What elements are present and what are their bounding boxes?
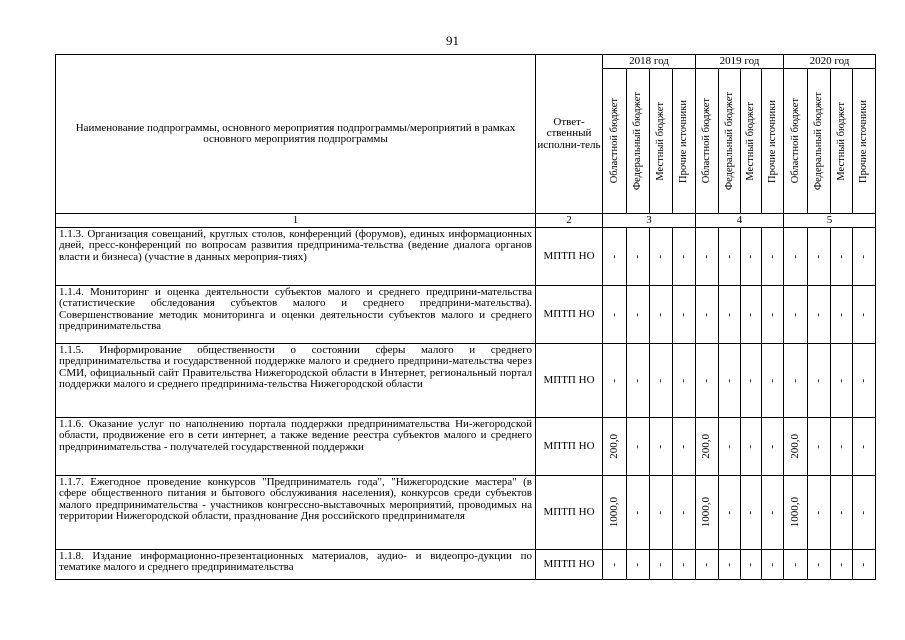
- column-number: 4: [696, 214, 784, 228]
- budget-value-cell: [784, 286, 808, 344]
- column-number: 3: [603, 214, 696, 228]
- budget-value-cell: [696, 550, 719, 580]
- budget-column-label: Прочие источники: [678, 99, 690, 183]
- budget-value-cell: [603, 228, 627, 286]
- budget-value: -: [857, 312, 870, 317]
- budget-value-cell: [741, 418, 762, 476]
- budget-column-header: [741, 69, 762, 214]
- budget-value: -: [744, 378, 757, 383]
- budget-value-cell: [627, 418, 650, 476]
- header-year: 2019 год: [696, 55, 784, 69]
- budget-value-cell: [650, 344, 673, 418]
- budget-value: -: [744, 562, 757, 567]
- budget-value: -: [677, 510, 690, 515]
- budget-value-cell: [762, 476, 784, 550]
- budget-value: -: [788, 562, 801, 567]
- budget-value: -: [607, 562, 620, 567]
- budget-value: -: [744, 312, 757, 317]
- activity-description: 1.1.8. Издание информационно-презентационных материалов, аудио- и видеопро-дукции по тематике малого и среднего предпринимательства: [56, 550, 536, 580]
- budget-value: -: [631, 254, 644, 259]
- budget-value-cell: [808, 476, 831, 550]
- budget-value: -: [677, 378, 690, 383]
- budget-value-cell: [853, 550, 876, 580]
- responsible-executor: МПТП НО: [536, 344, 603, 418]
- header-year: 2020 год: [784, 55, 876, 69]
- budget-value: -: [812, 378, 825, 383]
- budget-value-cell: [673, 286, 696, 344]
- budget-value: -: [812, 510, 825, 515]
- budget-column-header: [831, 69, 853, 214]
- budget-value-cell: [650, 228, 673, 286]
- budget-value: -: [834, 510, 847, 515]
- budget-value: -: [834, 562, 847, 567]
- header-year: 2018 год: [603, 55, 696, 69]
- budget-value: -: [631, 312, 644, 317]
- budget-value: 200,0: [700, 434, 713, 459]
- budget-value: -: [677, 312, 690, 317]
- budget-value: 200,0: [788, 434, 801, 459]
- budget-value: -: [744, 510, 757, 515]
- budget-value: -: [631, 378, 644, 383]
- table-row: [56, 476, 876, 550]
- budget-column-label: Прочие источники: [858, 99, 870, 183]
- table-row: [56, 550, 876, 580]
- budget-value: -: [788, 378, 801, 383]
- budget-value-cell: [650, 476, 673, 550]
- budget-value-cell: [603, 286, 627, 344]
- budget-value-cell: [853, 228, 876, 286]
- budget-value-cell: [853, 344, 876, 418]
- budget-value: -: [677, 444, 690, 449]
- budget-value: -: [722, 444, 735, 449]
- table-row: [56, 286, 876, 344]
- activity-description: 1.1.7. Ежегодное проведение конкурсов "Предприниматель года", "Нижегородские мастера" (в сфере общественного питания и бытового обслуживания населения), конкурсов среди субъектов малого предпринимательства - участников конгрессно-выставочных мероприятий, проводимых на территории Нижегородской области, празднование Дня российского предпринимателя: [56, 476, 536, 550]
- budget-value-cell: [741, 286, 762, 344]
- budget-value-cell: [719, 476, 741, 550]
- budget-column-header: [853, 69, 876, 214]
- budget-value-cell: [696, 344, 719, 418]
- budget-value-cell: [627, 344, 650, 418]
- budget-value-cell: [762, 418, 784, 476]
- budget-value: 200,0: [607, 434, 620, 459]
- responsible-executor: МПТП НО: [536, 550, 603, 580]
- budget-value-cell: [650, 418, 673, 476]
- budget-value-cell: [719, 286, 741, 344]
- budget-value-cell: [808, 228, 831, 286]
- budget-value-cell: [831, 286, 853, 344]
- budget-column-header: [627, 69, 650, 214]
- responsible-executor: МПТП НО: [536, 228, 603, 286]
- budget-value-cell: [808, 286, 831, 344]
- budget-value-cell: [719, 344, 741, 418]
- budget-value: -: [677, 254, 690, 259]
- budget-value-cell: [784, 228, 808, 286]
- column-number: 2: [536, 214, 603, 228]
- activity-description: 1.1.4. Мониторинг и оценка деятельности субъектов малого и среднего предприни-мательства (статистические обследования субъектов малого и среднего предприни-мательства). Совершенствование методик мониторинга и оценки деятельности субъектов малого и среднего предпринимательства: [56, 286, 536, 344]
- budget-value-cell: [741, 550, 762, 580]
- budget-value: -: [765, 312, 778, 317]
- budget-column-label: Местный бюджет: [655, 101, 667, 181]
- budget-value-cell: [719, 418, 741, 476]
- budget-value-cell: [673, 228, 696, 286]
- budget-value: -: [834, 444, 847, 449]
- budget-value: -: [834, 254, 847, 259]
- table-row: [56, 344, 876, 418]
- budget-value: -: [677, 562, 690, 567]
- header-responsible-column: Ответ-ственный исполни-тель: [536, 55, 603, 214]
- column-number: 1: [56, 214, 536, 228]
- responsible-executor: МПТП НО: [536, 418, 603, 476]
- budget-value-cell: [762, 228, 784, 286]
- budget-value-cell: [784, 476, 808, 550]
- table-row: [56, 228, 876, 286]
- budget-value-cell: [696, 418, 719, 476]
- budget-value: -: [631, 444, 644, 449]
- budget-column-label: Прочие источники: [766, 99, 778, 183]
- budget-value-cell: [784, 344, 808, 418]
- column-number: 5: [784, 214, 876, 228]
- budget-value-cell: [627, 550, 650, 580]
- budget-value: -: [765, 562, 778, 567]
- budget-value-cell: [784, 550, 808, 580]
- budget-value-cell: [627, 228, 650, 286]
- budget-value: -: [765, 378, 778, 383]
- budget-column-header: [808, 69, 831, 214]
- activity-description: 1.1.3. Организация совещаний, круглых столов, конференций (форумов), единых информационных дней, пресс-конференций по вопросам развития предпринима-тельства (ведение диалога органов власти и бизнеса) (участие в данных мероприя-тиях): [56, 228, 536, 286]
- budget-column-header: [650, 69, 673, 214]
- budget-value: -: [788, 312, 801, 317]
- budget-value: 1000,0: [788, 497, 801, 528]
- budget-value: -: [812, 444, 825, 449]
- budget-column-header: [696, 69, 719, 214]
- budget-value-cell: [696, 228, 719, 286]
- budget-value-cell: [762, 344, 784, 418]
- budget-value: -: [765, 510, 778, 515]
- budget-column-label: Областной бюджет: [608, 98, 620, 184]
- budget-column-header: [719, 69, 741, 214]
- budget-column-label: Областной бюджет: [789, 98, 801, 184]
- budget-value: -: [722, 312, 735, 317]
- budget-value-cell: [741, 228, 762, 286]
- budget-value: -: [744, 254, 757, 259]
- budget-value: -: [654, 562, 667, 567]
- budget-value-cell: [853, 286, 876, 344]
- budget-column-label: Федеральный бюджет: [723, 91, 735, 191]
- budget-value: -: [857, 510, 870, 515]
- budget-column-label: Местный бюджет: [835, 101, 847, 181]
- budget-column-header: [603, 69, 627, 214]
- budget-value: -: [812, 312, 825, 317]
- budget-value: -: [857, 444, 870, 449]
- budget-value-cell: [603, 344, 627, 418]
- page-number: 91: [446, 33, 459, 48]
- budget-value: -: [765, 254, 778, 259]
- budget-value-cell: [831, 418, 853, 476]
- budget-value-cell: [627, 476, 650, 550]
- budget-value-cell: [741, 344, 762, 418]
- budget-value: -: [654, 378, 667, 383]
- budget-value: -: [654, 444, 667, 449]
- responsible-executor: МПТП НО: [536, 286, 603, 344]
- budget-value: -: [834, 378, 847, 383]
- budget-value: -: [812, 254, 825, 259]
- budget-table: [55, 54, 876, 580]
- budget-column-label: Федеральный бюджет: [813, 91, 825, 191]
- budget-value-cell: [831, 550, 853, 580]
- budget-value-cell: [650, 286, 673, 344]
- budget-value-cell: [831, 344, 853, 418]
- budget-value-cell: [696, 286, 719, 344]
- budget-value: -: [788, 254, 801, 259]
- budget-value-cell: [673, 476, 696, 550]
- budget-value: -: [607, 312, 620, 317]
- budget-value-cell: [853, 476, 876, 550]
- budget-value: -: [812, 562, 825, 567]
- responsible-executor: МПТП НО: [536, 476, 603, 550]
- budget-column-header: [673, 69, 696, 214]
- activity-description: 1.1.5. Информирование общественности о состоянии сферы малого и среднего предпринимательства и государственной поддержке малого и среднего предприни-мательства через СМИ, официальный сайт Правительства Нижегородской области в Интернет, региональный портал поддержки малого и среднего предпринима-тельства Нижегородской области: [56, 344, 536, 418]
- budget-value: -: [607, 254, 620, 259]
- budget-value: -: [857, 562, 870, 567]
- budget-value-cell: [831, 476, 853, 550]
- budget-value: -: [607, 378, 620, 383]
- budget-value-cell: [696, 476, 719, 550]
- budget-value-cell: [762, 286, 784, 344]
- budget-value-cell: [719, 228, 741, 286]
- budget-value-cell: [603, 476, 627, 550]
- budget-value-cell: [762, 550, 784, 580]
- budget-value: -: [834, 312, 847, 317]
- budget-value: -: [700, 312, 713, 317]
- budget-value-cell: [673, 418, 696, 476]
- budget-value-cell: [603, 550, 627, 580]
- budget-value: -: [631, 562, 644, 567]
- budget-value-cell: [808, 344, 831, 418]
- budget-column-label: Областной бюджет: [701, 98, 713, 184]
- budget-value: -: [857, 254, 870, 259]
- budget-value: -: [722, 562, 735, 567]
- budget-value-cell: [741, 476, 762, 550]
- table-row: [56, 418, 876, 476]
- budget-value: -: [654, 510, 667, 515]
- budget-value-cell: [603, 418, 627, 476]
- budget-value: -: [700, 378, 713, 383]
- budget-value: -: [722, 254, 735, 259]
- budget-value: -: [765, 444, 778, 449]
- budget-value: -: [722, 378, 735, 383]
- budget-value: -: [654, 312, 667, 317]
- header-name-column: Наименование подпрограммы, основного мероприятия подпрограммы/мероприятий в рамках основного мероприятия подпрограммы: [56, 55, 536, 214]
- budget-value-cell: [627, 286, 650, 344]
- activity-description: 1.1.6. Оказание услуг по наполнению портала поддержки предпринимательства Ни-жегородской области, продвижение его в сети интернет, а также ведение реестра субъектов малого и среднего предпринимательства - получателей государственной поддержки: [56, 418, 536, 476]
- budget-value-cell: [673, 344, 696, 418]
- budget-value: 1000,0: [700, 497, 713, 528]
- budget-value: -: [857, 378, 870, 383]
- budget-value-cell: [673, 550, 696, 580]
- budget-value: -: [744, 444, 757, 449]
- budget-value-cell: [784, 418, 808, 476]
- budget-value-cell: [719, 550, 741, 580]
- budget-column-header: [784, 69, 808, 214]
- budget-value: 1000,0: [607, 497, 620, 528]
- budget-value-cell: [808, 550, 831, 580]
- budget-column-header: [762, 69, 784, 214]
- budget-value: -: [631, 510, 644, 515]
- budget-value: -: [700, 254, 713, 259]
- budget-value-cell: [808, 418, 831, 476]
- budget-value-cell: [831, 228, 853, 286]
- budget-value-cell: [650, 550, 673, 580]
- budget-column-label: Местный бюджет: [745, 101, 757, 181]
- budget-value: -: [722, 510, 735, 515]
- budget-column-label: Федеральный бюджет: [632, 91, 644, 191]
- column-number-row: [56, 214, 876, 228]
- budget-value-cell: [853, 418, 876, 476]
- budget-value: -: [654, 254, 667, 259]
- budget-value: -: [700, 562, 713, 567]
